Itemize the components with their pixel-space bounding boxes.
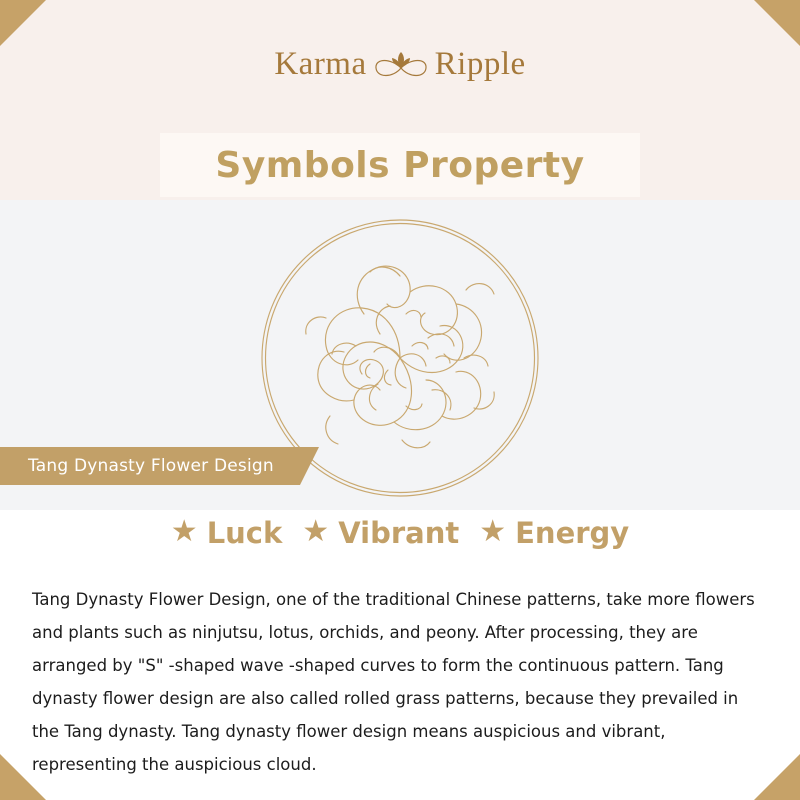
keyword-row <box>0 516 800 550</box>
corner-ornament-top-right <box>754 0 800 46</box>
keyword-label-vibrant: Vibrant <box>338 516 460 550</box>
keyword-item-luck <box>171 516 283 550</box>
lotus-infinity-icon <box>373 44 429 84</box>
keyword-item-vibrant <box>302 516 459 550</box>
star-icon: ★ <box>302 515 330 548</box>
brand-name-left: Karma <box>274 45 367 82</box>
corner-ornament-top-left <box>0 0 46 46</box>
title-band <box>160 133 640 197</box>
keyword-label-energy: Energy <box>515 516 630 550</box>
description-paragraph: Tang Dynasty Flower Design, one of the traditional Chinese patterns, take more flowers and plants such as ninjutsu, lotus, orchids, and peony. After processing, they are arranged by "S" -shaped wave -shaped curves to form the continuous pattern. Tang dynasty flower design are also called rolled grass patterns, because they prevailed in the Tang dynasty. Tang dynasty flower design means auspicious and vibrant, representing the auspicious cloud. <box>32 589 755 774</box>
keyword-item-energy <box>479 516 629 550</box>
keyword-label-luck: Luck <box>206 516 283 550</box>
page-title: Symbols Property <box>215 144 585 186</box>
star-icon: ★ <box>479 515 507 548</box>
brand-logo <box>0 44 800 84</box>
artwork-caption-ribbon <box>0 447 300 485</box>
brand-name-right: Ripple <box>434 45 526 82</box>
artwork-caption-label: Tang Dynasty Flower Design <box>28 456 274 476</box>
star-icon: ★ <box>170 515 198 548</box>
